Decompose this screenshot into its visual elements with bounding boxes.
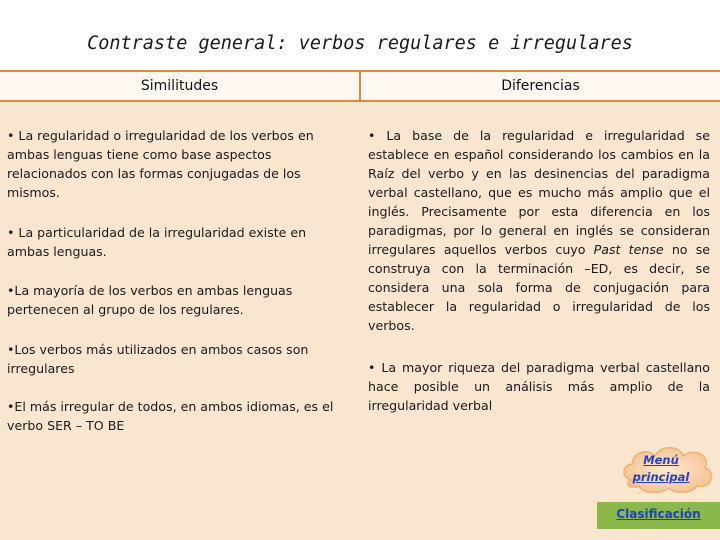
- column-divider: [359, 70, 361, 102]
- past-tense-term: Past tense: [593, 242, 664, 257]
- header-diferencias: Diferencias: [501, 78, 580, 94]
- similitud-item-2: • La particularidad de la irregularidad existe en ambas lenguas.: [7, 225, 307, 259]
- menu-label-line2: principal: [632, 470, 690, 484]
- diferencia-item-2: • La mayor riqueza del paradigma verbal castellano hace posible un análisis más amplio de la irregularidad verbal: [368, 360, 710, 413]
- menu-label-line1: Menú: [643, 453, 679, 467]
- header-similitudes: Similitudes: [140, 78, 219, 94]
- diferencia-item-1-text-b: no se construya con la terminación –ED, es decir, se considera una sola forma de conjugación para establecer la regularidad o irregularidad de los verbos.: [368, 242, 711, 333]
- clasificacion-link[interactable]: Clasificación: [616, 507, 701, 521]
- similitud-item-5: •El más irregular de todos, en ambos idiomas, es el verbo SER – TO BE: [7, 399, 334, 433]
- diferencia-item-1-text-a: • La base de la regularidad e irregularidad se establece en español considerando los cambios en la Raíz del verbo y en las desinencias del paradigma verbal castellano, que es mucho más amplio que el inglés. Precisamente por esta diferencia en los paradigmas, por lo general en inglés se consideran irregulares aquellos verbos cuyo: [368, 128, 710, 257]
- diferencia-item-1: [368, 126, 710, 335]
- similitud-item-3: •La mayoría de los verbos en ambas lenguas pertenecen al grupo de los regulares.: [7, 283, 293, 317]
- similitud-item-1: • La regularidad o irregularidad de los verbos en ambas lenguas tiene como base aspectos relacionados con las formas conjugadas de los mismos.: [7, 128, 314, 200]
- page-title: Contraste general: verbos regulares e irregulares: [87, 33, 633, 54]
- menu-principal-link[interactable]: [619, 452, 703, 486]
- similitud-item-4: •Los verbos más utilizados en ambos casos son irregulares: [7, 342, 309, 376]
